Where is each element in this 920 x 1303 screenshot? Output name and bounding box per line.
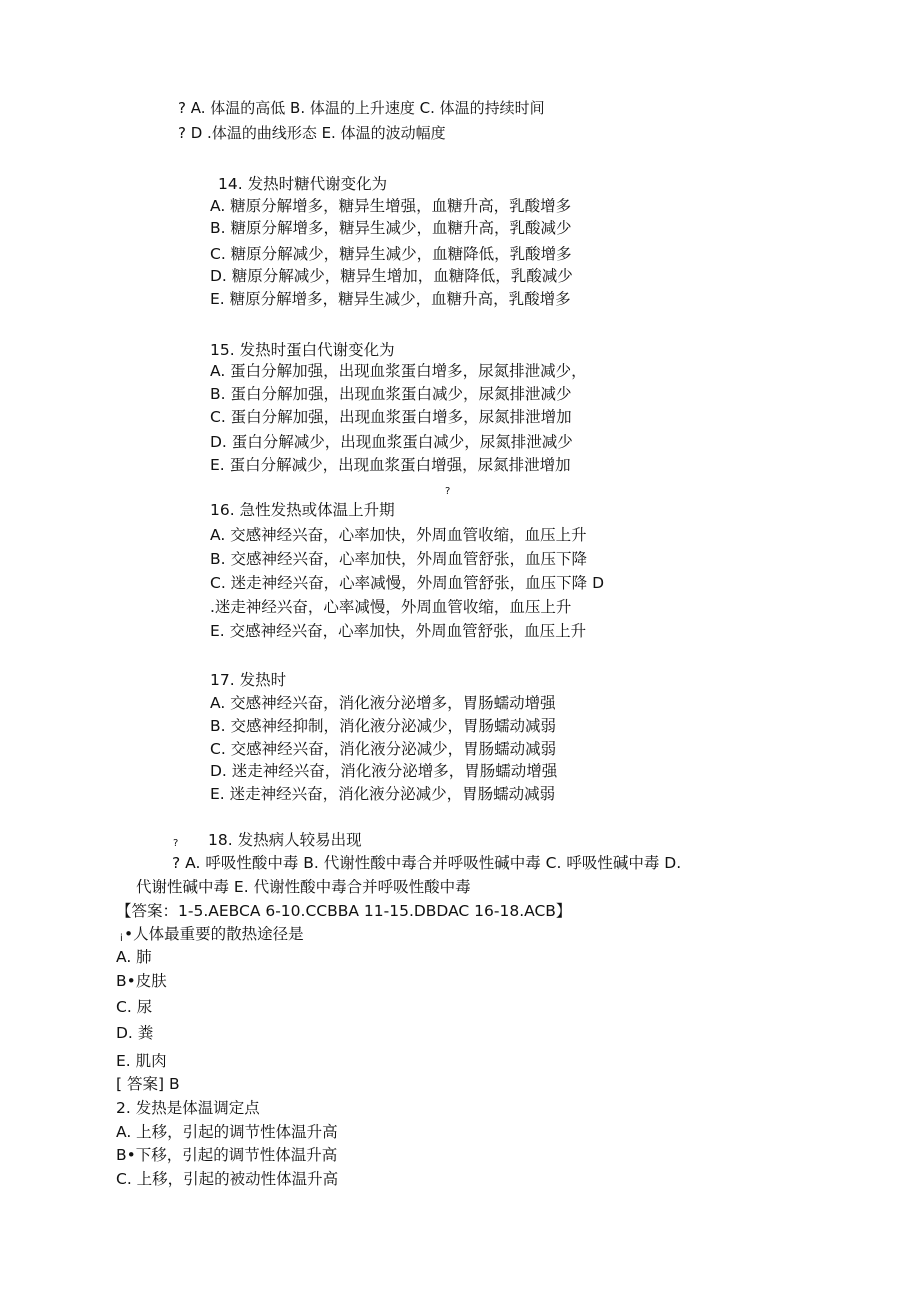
q1-answer: [ 答案] B [116,1075,180,1093]
question-mark-marker: ? [173,838,179,849]
q16-option-a: A. 交感神经兴奋，心率加快，外周血管收缩，血压上升 [210,526,587,544]
q15-title: 15. 发热时蛋白代谢变化为 [210,341,395,359]
stray-mark: i [120,933,123,944]
question-mark-marker: ? [445,486,451,497]
q2-option-a: A. 上移，引起的调节性体温升高 [116,1123,338,1141]
q13-options-line-1: ? A. 体温的高低 B. 体温的上升速度 C. 体温的持续时间 [178,99,545,117]
q18-options-line-1: ? A. 呼吸性酸中毒 B. 代谢性酸中毒合并呼吸性碱中毒 C. 呼吸性碱中毒 D. [172,854,682,872]
answer-key: 【答案：1-5.AEBCA 6-10.CCBBA 11-15.DBDAC 16-18.ACB】 [116,902,572,920]
q16-option-c: C. 迷走神经兴奋，心率减慢，外周血管舒张，血压下降 D [210,574,605,592]
q17-option-d: D. 迷走神经兴奋，消化液分泌增多，胃肠蠕动增强 [210,762,558,780]
q14-title: 14. 发热时糖代谢变化为 [218,175,388,193]
q16-option-d: .迷走神经兴奋，心率减慢，外周血管收缩，血压上升 [210,598,572,616]
q1-option-a: A. 肺 [116,948,152,966]
q15-option-c: C. 蛋白分解加强，出现血浆蛋白增多，尿氮排泄增加 [210,408,572,426]
q18-options-line-2: 代谢性碱中毒 E. 代谢性酸中毒合并呼吸性酸中毒 [136,878,471,896]
q1-option-d: D. 粪 [116,1024,154,1042]
q15-option-e: E. 蛋白分解减少，出现血浆蛋白增强，尿氮排泄增加 [210,456,571,474]
q13-options-line-2: ? D .体温的曲线形态 E. 体温的波动幅度 [178,124,446,142]
q16-title: 16. 急性发热或体温上升期 [210,501,395,519]
q1-option-b: B•皮肤 [116,972,167,990]
q17-option-b: B. 交感神经抑制，消化液分泌减少，胃肠蠕动减弱 [210,717,556,735]
q2-option-b: B•下移，引起的调节性体温升高 [116,1146,338,1164]
q14-option-b: B. 糖原分解增多，糖异生减少，血糖升高，乳酸减少 [210,219,572,237]
q2-title: 2. 发热是体温调定点 [116,1099,260,1117]
q17-title: 17. 发热时 [210,671,287,689]
q14-option-a: A. 糖原分解增多，糖异生增强，血糖升高，乳酸增多 [210,197,572,215]
q15-option-a: A. 蛋白分解加强，出现血浆蛋白增多，尿氮排泄减少， [210,362,587,380]
q14-option-d: D. 糖原分解减少，糖异生增加，血糖降低，乳酸减少 [210,267,573,285]
q16-option-b: B. 交感神经兴奋，心率加快，外周血管舒张，血压下降 [210,550,587,568]
q16-option-e: E. 交感神经兴奋，心率加快，外周血管舒张，血压上升 [210,622,587,640]
q1-option-c: C. 尿 [116,998,153,1016]
q17-option-c: C. 交感神经兴奋，消化液分泌减少，胃肠蠕动减弱 [210,740,557,758]
q15-option-d: D. 蛋白分解减少，出现血浆蛋白减少，尿氮排泄减少 [210,433,573,451]
q1-option-e: E. 肌肉 [116,1052,167,1070]
q18-title: 18. 发热病人较易出现 [208,831,362,849]
q17-option-a: A. 交感神经兴奋，消化液分泌增多，胃肠蠕动增强 [210,694,556,712]
q1-title: •人体最重要的散热途径是 [124,925,304,943]
q2-option-c: C. 上移，引起的被动性体温升高 [116,1170,339,1188]
q14-option-e: E. 糖原分解增多，糖异生减少，血糖升高，乳酸增多 [210,290,571,308]
q17-option-e: E. 迷走神经兴奋，消化液分泌减少，胃肠蠕动减弱 [210,785,556,803]
q14-option-c: C. 糖原分解减少，糖异生减少，血糖降低，乳酸增多 [210,245,572,263]
q15-option-b: B. 蛋白分解加强，出现血浆蛋白减少，尿氮排泄减少 [210,385,572,403]
